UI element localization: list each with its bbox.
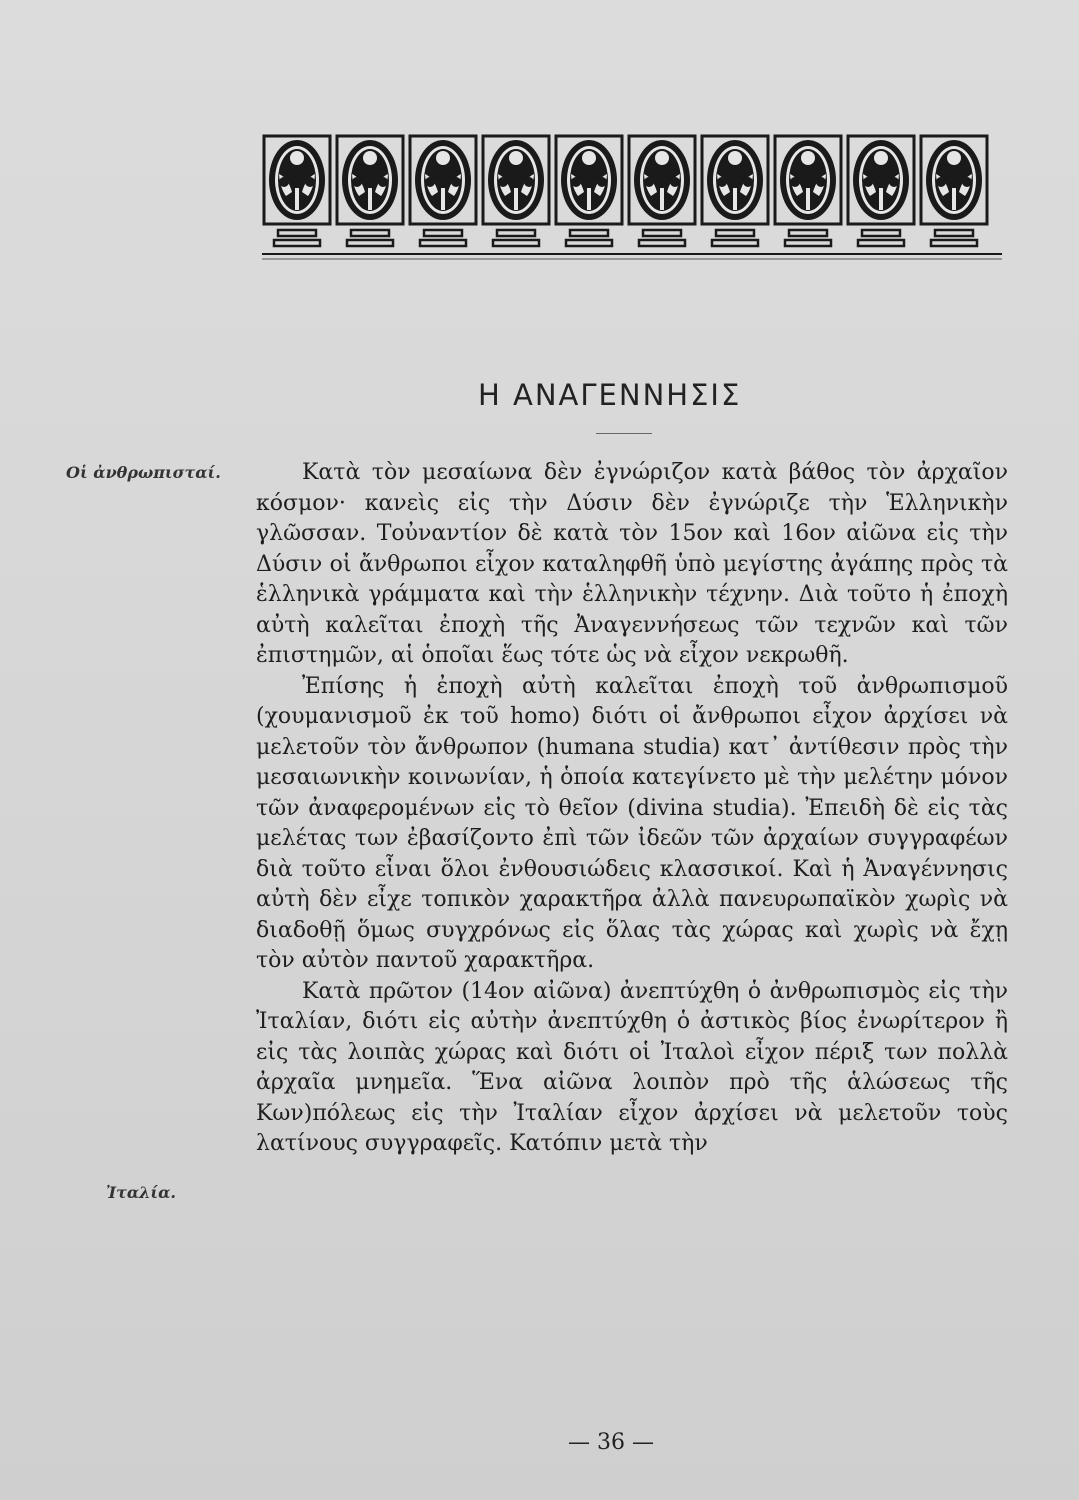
paragraph: Ἐπίσης ἡ ἐποχὴ αὐτὴ καλεῖται ἐποχὴ τοῦ ἀνθρωπισμοῦ (χουμανισμοῦ ἐκ τοῦ homo) διότι οἱ ἄνθρωποι εἶχον ἀρχίσει νὰ μελετοῦν τὸν ἄνθρωπον (humana studia) κατ᾽ ἀντίθεσιν πρὸς τὴν μεσαιωνικὴν κοινωνίαν, ἡ ὁποία κατεγίνετο μὲ τὴν μελέτην μόνον τῶν ἀναφερομένων εἰς τὸ θεῖον (divina studia). Ἐπειδὴ δὲ εἰς τὰς μελέτας των ἐβασίζοντο ἐπὶ τῶν ἰδεῶν τῶν ἀρχαίων συγγραφέων διὰ τοῦτο εἶναι ὅλοι ἐνθουσιώδεις κλασσικοί. Καὶ ἡ Ἀναγέννησις αὐτὴ δὲν εἶχε τοπικὸν χαρακτῆρα ἀλλὰ πανευρωπαϊκὸν χωρὶς νὰ διαδοθῇ ὅμως συγχρόνως εἰς ὅλας τὰς χώρας καὶ χωρὶς νὰ ἔχῃ τὸν αὐτὸν παντοῦ χαρακτῆρα. bbox=[256, 673, 1008, 973]
paragraph: Κατὰ τὸν μεσαίωνα δὲν ἐγνώριζον κατὰ βάθος τὸν ἀρχαῖον κόσμον· κανεὶς εἰς τὴν Δύσιν δὲν ἐγνώριζε τὴν Ἑλληνικὴν γλῶσσαν. Τοὐναντίον δὲ κατὰ τὸν 15ον καὶ 16ον αἰῶνα εἰς τὴν Δύσιν οἱ ἄνθρωποι εἶχον καταληφθῆ ὑπὸ μεγίστης ἀγάπης πρὸς τὰ ἑλληνικὰ γράμματα καὶ τὴν ἑλληνικὴν τέχνην. Διὰ τοῦτο ἡ ἐποχὴ αὐτὴ καλεῖται ἐποχὴ τῆς Ἀναγεννήσεως τῶν τεχνῶν καὶ τῶν ἐπιστημῶν, αἱ ὁποῖαι ἕως τότε ὡς νὰ εἶχον νεκρωθῆ. bbox=[256, 460, 1008, 668]
paragraph: Κατὰ πρῶτον (14ον αἰῶνα) ἀνεπτύχθη ὁ ἀνθρωπισμὸς εἰς τὴν Ἰταλίαν, διότι εἰς αὐτὴν ἀνεπτύχθη ὁ ἀστικὸς βίος ἐνωρίτερον ἢ εἰς τὰς λοιπὰς χώρας καὶ διότι οἱ Ἰταλοὶ εἶχον πέριξ των πολλὰ ἀρχαῖα μνημεῖα. Ἕνα αἰῶνα λοιπὸν πρὸ τῆς ἁλώσεως τῆς Κων)πόλεως εἰς τὴν Ἰταλίαν εἶχον ἀρχίσει νὰ μελετοῦν τοὺς λατίνους συγγραφεῖς. Κατόπιν μετὰ τὴν bbox=[256, 978, 1008, 1156]
chapter-body bbox=[256, 458, 1008, 1160]
title-divider bbox=[596, 433, 652, 434]
margin-note-humanists: Οἱ ἀνθρωπισταί. bbox=[66, 463, 221, 482]
chapter-title: Η ΑΝΑΓΕΝΝΗΣΙΣ bbox=[478, 378, 742, 412]
margin-note-italy: Ἰταλία. bbox=[106, 1183, 176, 1202]
ornamental-header-band bbox=[262, 132, 1002, 262]
page-number: — 36 — bbox=[568, 1430, 654, 1455]
